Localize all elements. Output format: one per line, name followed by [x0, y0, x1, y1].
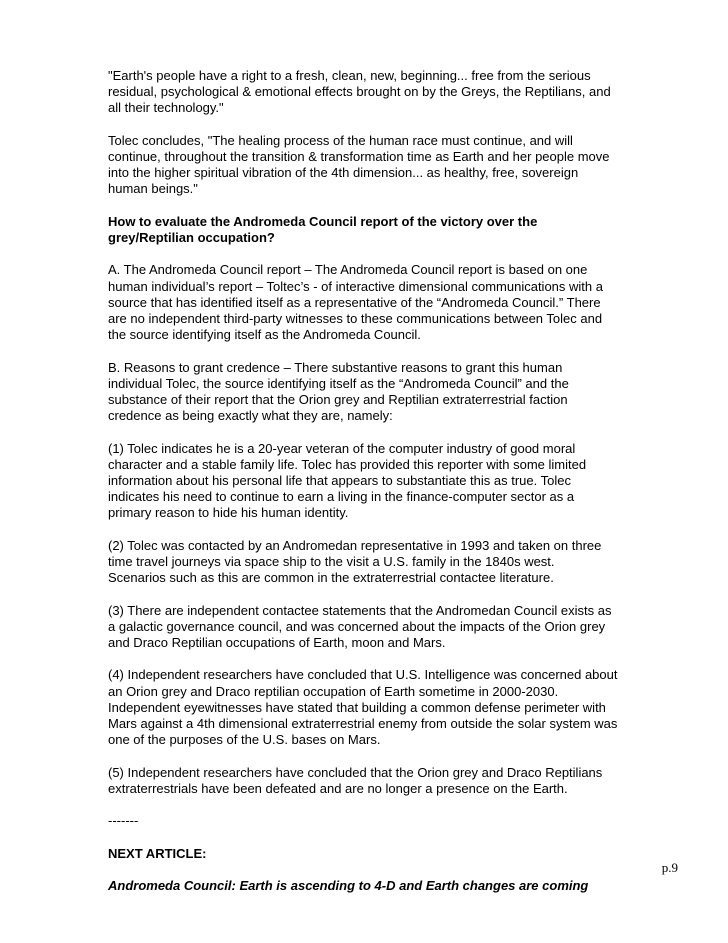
- paragraph-b: B. Reasons to grant credence – There substantive reasons to grant this human individual Tolec, the source identifying itself as the “Andromeda Council” and the substance of their report that the Orion grey and Reptilian extraterrestrial faction credence as being exactly what they are, namely:: [108, 359, 569, 424]
- document-body: [108, 68, 628, 910]
- separator-line: -------: [108, 813, 139, 829]
- tolec-conclusion-paragraph: Tolec concludes, "The healing process of the human race must continue, and will continue, throughout the transition & transformation time as Earth and her people move into the higher spiritual vibration of the 4th dimension... as healthy, free, sovereign human beings.": [108, 132, 610, 197]
- paragraph-a: A. The Andromeda Council report – The Andromeda Council report is based on one human individual’s report – Toltec’s - of interactive dimensional communications with a source that has identified itself as a representative of the “Andromeda Council.” There are no independent third-party witnesses to these communications between Tolec and the source identifying itself as the Andromeda Council.: [108, 262, 603, 343]
- reason-1-paragraph: (1) Tolec indicates he is a 20-year veteran of the computer industry of good moral character and a stable family life. Tolec has provided this reporter with some limited information about his personal life that appears to substantiate this as true. Tolec indicates his need to continue to earn a living in the finance-computer sector as a primary reason to hide his human identity.: [108, 440, 587, 521]
- next-article-title: Andromeda Council: Earth is ascending to 4-D and Earth changes are coming: [108, 877, 589, 893]
- page-number: p.9: [661, 860, 678, 875]
- next-article-label: NEXT ARTICLE:: [108, 845, 207, 861]
- reason-5-paragraph: (5) Independent researchers have concluded that the Orion grey and Draco Reptilians extraterrestrials have been defeated and are no longer a presence on the Earth.: [108, 764, 603, 796]
- reason-4-paragraph: (4) Independent researchers have concluded that U.S. Intelligence was concerned about an Orion grey and Draco reptilian occupation of Earth sometime in 2000-2030. Independent eyewitnesses have stated that building a common defense perimeter with Mars against a 4th dimensional extraterrestrial enemy from outside the solar system was one of the purposes of the U.S. bases on Mars.: [108, 667, 618, 748]
- reason-3-paragraph: (3) There are independent contactee statements that the Andromedan Council exists as a galactic governance council, and was concerned about the impacts of the Orion grey and Draco Reptilian occupations of Earth, moon and Mars.: [108, 602, 612, 650]
- reason-2-paragraph: (2) Tolec was contacted by an Andromedan representative in 1993 and taken on three time travel journeys via space ship to the visit a U.S. family in the 1840s west. Scenarios such as this are common in the extraterrestrial contactee literature.: [108, 537, 602, 586]
- section-heading: How to evaluate the Andromeda Council report of the victory over the grey/Reptilian occupation?: [108, 213, 538, 245]
- quote-paragraph: "Earth's people have a right to a fresh, clean, new, beginning... free from the serious residual, psychological & emotional effects brought on by the Greys, the Reptilians, and all their technology.": [108, 68, 611, 116]
